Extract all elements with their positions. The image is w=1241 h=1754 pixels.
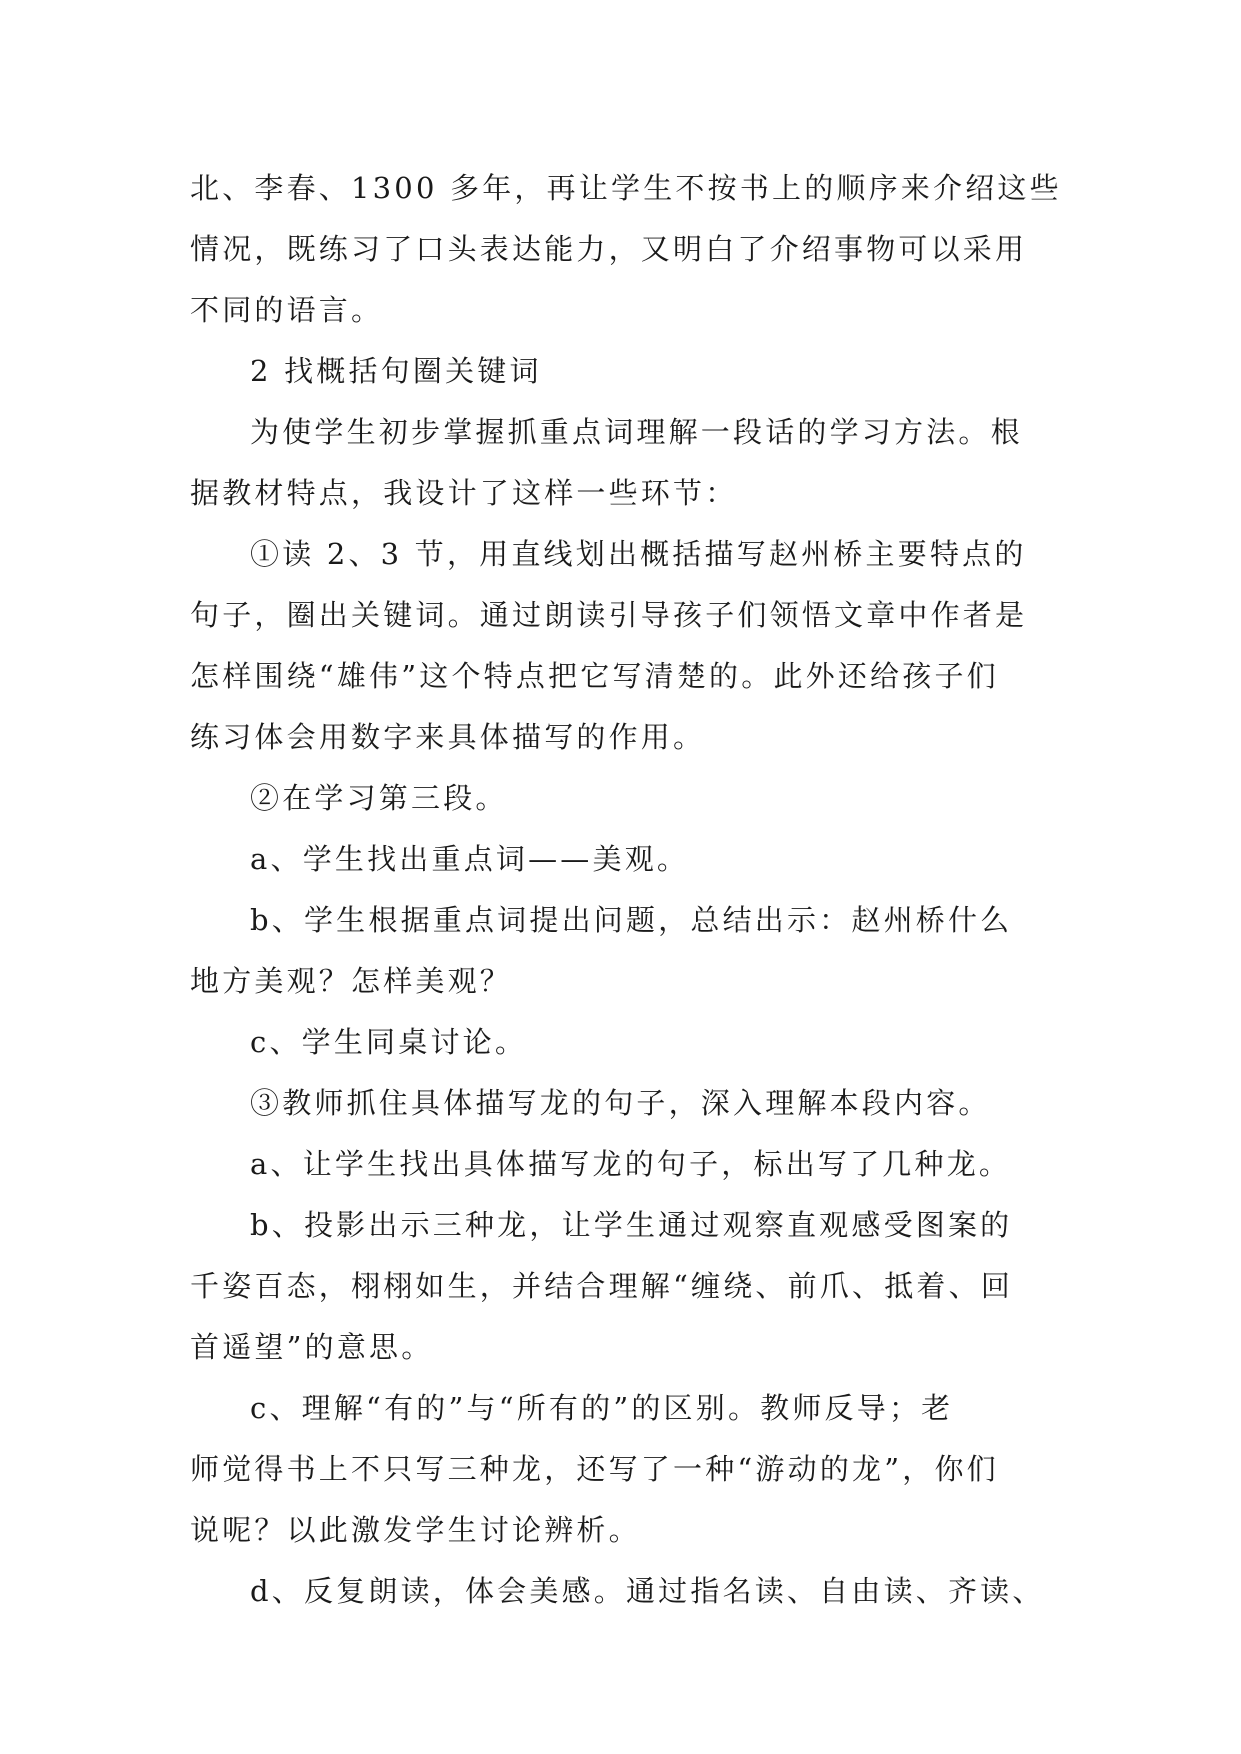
text-line: c、学生同桌讨论。	[250, 1025, 528, 1059]
text-line: ②在学习第三段。	[250, 781, 508, 815]
section-heading: 2 找概括句圈关键词	[250, 354, 542, 388]
text-line: 千姿百态，栩栩如生，并结合理解“缠绕、前爪、抵着、回	[190, 1269, 1014, 1303]
text-line: 为使学生初步掌握抓重点词理解一段话的学习方法。根	[250, 415, 1023, 449]
text-line: c、理解“有的”与“所有的”的区别。教师反导；老	[250, 1391, 954, 1425]
text-line: ①读 2、3 节，用直线划出概括描写赵州桥主要特点的	[250, 537, 1027, 571]
text-line: b、学生根据重点词提出问题，总结出示：赵州桥什么	[250, 903, 1013, 937]
text-line: a、让学生找出具体描写龙的句子，标出写了几种龙。	[250, 1147, 1012, 1181]
text-line: 怎样围绕“雄伟”这个特点把它写清楚的。此外还给孩子们	[190, 659, 999, 693]
text-line: 北、李春、1300 多年，再让学生不按书上的顺序来介绍这些	[190, 171, 1062, 205]
text-line: d、反复朗读，体会美感。通过指名读、自由读、齐读、	[250, 1574, 1045, 1608]
text-line: 师觉得书上不只写三种龙，还写了一种“游动的龙”，你们	[190, 1452, 999, 1486]
text-line: 情况，既练习了口头表达能力，又明白了介绍事物可以采用	[190, 232, 1028, 266]
text-line: 练习体会用数字来具体描写的作用。	[190, 720, 706, 754]
text-line: 句子，圈出关键词。通过朗读引导孩子们领悟文章中作者是	[190, 598, 1028, 632]
text-line: b、投影出示三种龙，让学生通过观察直观感受图案的	[250, 1208, 1013, 1242]
text-line: 据教材特点，我设计了这样一些环节：	[190, 476, 738, 510]
text-line: a、学生找出重点词——美观。	[250, 842, 690, 876]
text-line: 地方美观？怎样美观？	[190, 964, 513, 998]
text-line: 说呢？以此激发学生讨论辨析。	[190, 1513, 641, 1547]
document-body	[190, 158, 1062, 1622]
text-line: 不同的语言。	[190, 293, 384, 327]
text-line: ③教师抓住具体描写龙的句子，深入理解本段内容。	[250, 1086, 991, 1120]
text-line: 首遥望”的意思。	[190, 1330, 434, 1364]
